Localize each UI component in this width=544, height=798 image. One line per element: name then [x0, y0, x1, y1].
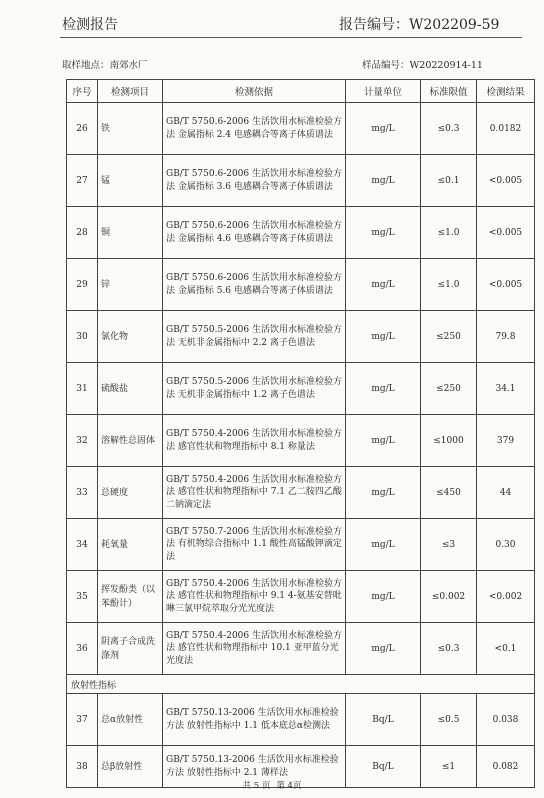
cell-limit: ≤1.0	[421, 207, 477, 259]
sampling-site	[62, 57, 148, 71]
table-row	[67, 155, 535, 207]
sample-number-value: W20220914-11	[409, 60, 483, 71]
cell-unit: mg/L	[346, 623, 421, 675]
table-row	[67, 207, 535, 259]
cell-result: 0.038	[477, 694, 535, 746]
cell-unit: mg/L	[346, 155, 421, 207]
cell-basis: GB/T 5750.13-2006 生活饮用水标准检验方法 放射性指标中 2.1 薄样法	[163, 746, 346, 788]
cell-basis: GB/T 5750.6-2006 生活饮用水标准检验方法 金属指标 3.6 电感耦合等离子体质谱法	[163, 155, 346, 207]
col-header-result: 检测结果	[477, 80, 535, 103]
cell-limit: ≤250	[421, 363, 477, 415]
sampling-site-value: 南郊水厂	[109, 60, 148, 71]
cell-basis: GB/T 5750.6-2006 生活饮用水标准检验方法 金属指标 4.6 电感耦合等离子体质谱法	[163, 207, 346, 259]
report-title: 检测报告	[62, 17, 118, 33]
col-header-limit: 标准限值	[421, 80, 477, 103]
table-row	[67, 694, 535, 746]
cell-limit: ≤1	[421, 746, 477, 788]
cell-result: 34.1	[477, 363, 535, 415]
cell-no: 30	[67, 311, 98, 363]
sample-number	[362, 57, 483, 71]
cell-basis: GB/T 5750.13-2006 生活饮用水标准检验方法 放射性指标中 1.1 低本底总α检测法	[163, 694, 346, 746]
cell-no: 34	[67, 519, 98, 571]
cell-item: 硫酸盐	[98, 363, 163, 415]
cell-unit: mg/L	[346, 259, 421, 311]
cell-unit: Bq/L	[346, 694, 421, 746]
header-divider	[60, 37, 522, 38]
col-header-item: 检测项目	[98, 80, 163, 103]
cell-item: 总α放射性	[98, 694, 163, 746]
table-row	[67, 571, 535, 623]
page-footer	[0, 779, 544, 791]
cell-result: 0.30	[477, 519, 535, 571]
table-row	[67, 467, 535, 519]
col-header-no: 序号	[67, 80, 98, 103]
cell-no: 36	[67, 623, 98, 675]
cell-result: <0.002	[477, 571, 535, 623]
cell-limit: ≤0.1	[421, 155, 477, 207]
cell-no: 35	[67, 571, 98, 623]
cell-basis: GB/T 5750.6-2006 生活饮用水标准检验方法 金属指标 2.4 电感耦合等离子体质谱法	[163, 103, 346, 155]
cell-item: 阴离子合成洗涤剂	[98, 623, 163, 675]
cell-unit: mg/L	[346, 207, 421, 259]
sampling-site-label: 取样地点：	[62, 60, 110, 71]
cell-limit: ≤1.0	[421, 259, 477, 311]
cell-basis: GB/T 5750.4-2006 生活饮用水标准检验方法 感官性状和物理指标中 7.1 乙二胺四乙酸二钠滴定法	[163, 467, 346, 519]
cell-item: 铁	[98, 103, 163, 155]
page-total: 共 5 页	[242, 781, 271, 791]
cell-no: 29	[67, 259, 98, 311]
table-row	[67, 623, 535, 675]
cell-item: 耗氧量	[98, 519, 163, 571]
cell-no: 26	[67, 103, 98, 155]
cell-basis: GB/T 5750.5-2006 生活饮用水标准检验方法 无机非金属指标中 1.2 离子色谱法	[163, 363, 346, 415]
col-header-unit: 计量单位	[346, 80, 421, 103]
cell-item: 挥发酚类（以苯酚计）	[98, 571, 163, 623]
cell-limit: ≤0.5	[421, 694, 477, 746]
cell-basis: GB/T 5750.5-2006 生活饮用水标准检验方法 无机非金属指标中 2.2 离子色谱法	[163, 311, 346, 363]
cell-item: 氯化物	[98, 311, 163, 363]
report-number-label: 报告编号：	[339, 17, 409, 33]
cell-result: <0.005	[477, 207, 535, 259]
sample-number-label: 样品编号：	[362, 60, 410, 71]
cell-limit: ≤0.3	[421, 103, 477, 155]
cell-result: 0.082	[477, 746, 535, 788]
cell-no: 37	[67, 694, 98, 746]
cell-result: <0.005	[477, 155, 535, 207]
table-row	[67, 311, 535, 363]
cell-limit: ≤250	[421, 311, 477, 363]
cell-limit: ≤450	[421, 467, 477, 519]
table-header-row	[67, 80, 535, 103]
cell-basis: GB/T 5750.4-2006 生活饮用水标准检验方法 感官性状和物理指标中 8.1 称量法	[163, 415, 346, 467]
cell-item: 锌	[98, 259, 163, 311]
cell-no: 28	[67, 207, 98, 259]
cell-limit: ≤3	[421, 519, 477, 571]
cell-unit: mg/L	[346, 571, 421, 623]
cell-limit: ≤1000	[421, 415, 477, 467]
cell-unit: mg/L	[346, 467, 421, 519]
cell-result: 79.8	[477, 311, 535, 363]
cell-limit: ≤0.3	[421, 623, 477, 675]
cell-unit: mg/L	[346, 103, 421, 155]
cell-item: 铜	[98, 207, 163, 259]
table-row	[67, 103, 535, 155]
cell-no: 27	[67, 155, 98, 207]
table-row	[67, 519, 535, 571]
col-header-basis: 检测依据	[163, 80, 346, 103]
report-number	[339, 14, 499, 34]
cell-unit: Bq/L	[346, 746, 421, 788]
cell-result: 44	[477, 467, 535, 519]
cell-no: 33	[67, 467, 98, 519]
table-row	[67, 415, 535, 467]
table-row	[67, 259, 535, 311]
table-row	[67, 363, 535, 415]
cell-result: <0.005	[477, 259, 535, 311]
cell-item: 溶解性总固体	[98, 415, 163, 467]
cell-unit: mg/L	[346, 519, 421, 571]
cell-item: 总硬度	[98, 467, 163, 519]
page-current: 第 4页	[276, 781, 302, 791]
cell-unit: mg/L	[346, 311, 421, 363]
cell-unit: mg/L	[346, 415, 421, 467]
cell-result: 0.0182	[477, 103, 535, 155]
cell-item: 锰	[98, 155, 163, 207]
cell-basis: GB/T 5750.4-2006 生活饮用水标准检验方法 感官性状和物理指标中 9.1 4-氨基安替吡啉三氯甲烷萃取分光光度法	[163, 571, 346, 623]
cell-result: <0.1	[477, 623, 535, 675]
cell-basis: GB/T 5750.7-2006 生活饮用水标准检验方法 有机物综合指标中 1.1 酸性高锰酸钾滴定法	[163, 519, 346, 571]
section-row	[67, 675, 535, 694]
cell-basis: GB/T 5750.6-2006 生活饮用水标准检验方法 金属指标 5.6 电感耦合等离子体质谱法	[163, 259, 346, 311]
cell-no: 32	[67, 415, 98, 467]
cell-basis: GB/T 5750.4-2006 生活饮用水标准检验方法 感官性状和物理指标中 10.1 亚甲蓝分光光度法	[163, 623, 346, 675]
cell-result: 379	[477, 415, 535, 467]
cell-no: 31	[67, 363, 98, 415]
cell-item: 总β放射性	[98, 746, 163, 788]
cell-no: 38	[67, 746, 98, 788]
cell-limit: ≤0.002	[421, 571, 477, 623]
report-number-value: W202209-59	[409, 17, 500, 33]
results-table	[66, 79, 535, 788]
section-title: 放射性指标	[67, 675, 535, 694]
cell-unit: mg/L	[346, 363, 421, 415]
